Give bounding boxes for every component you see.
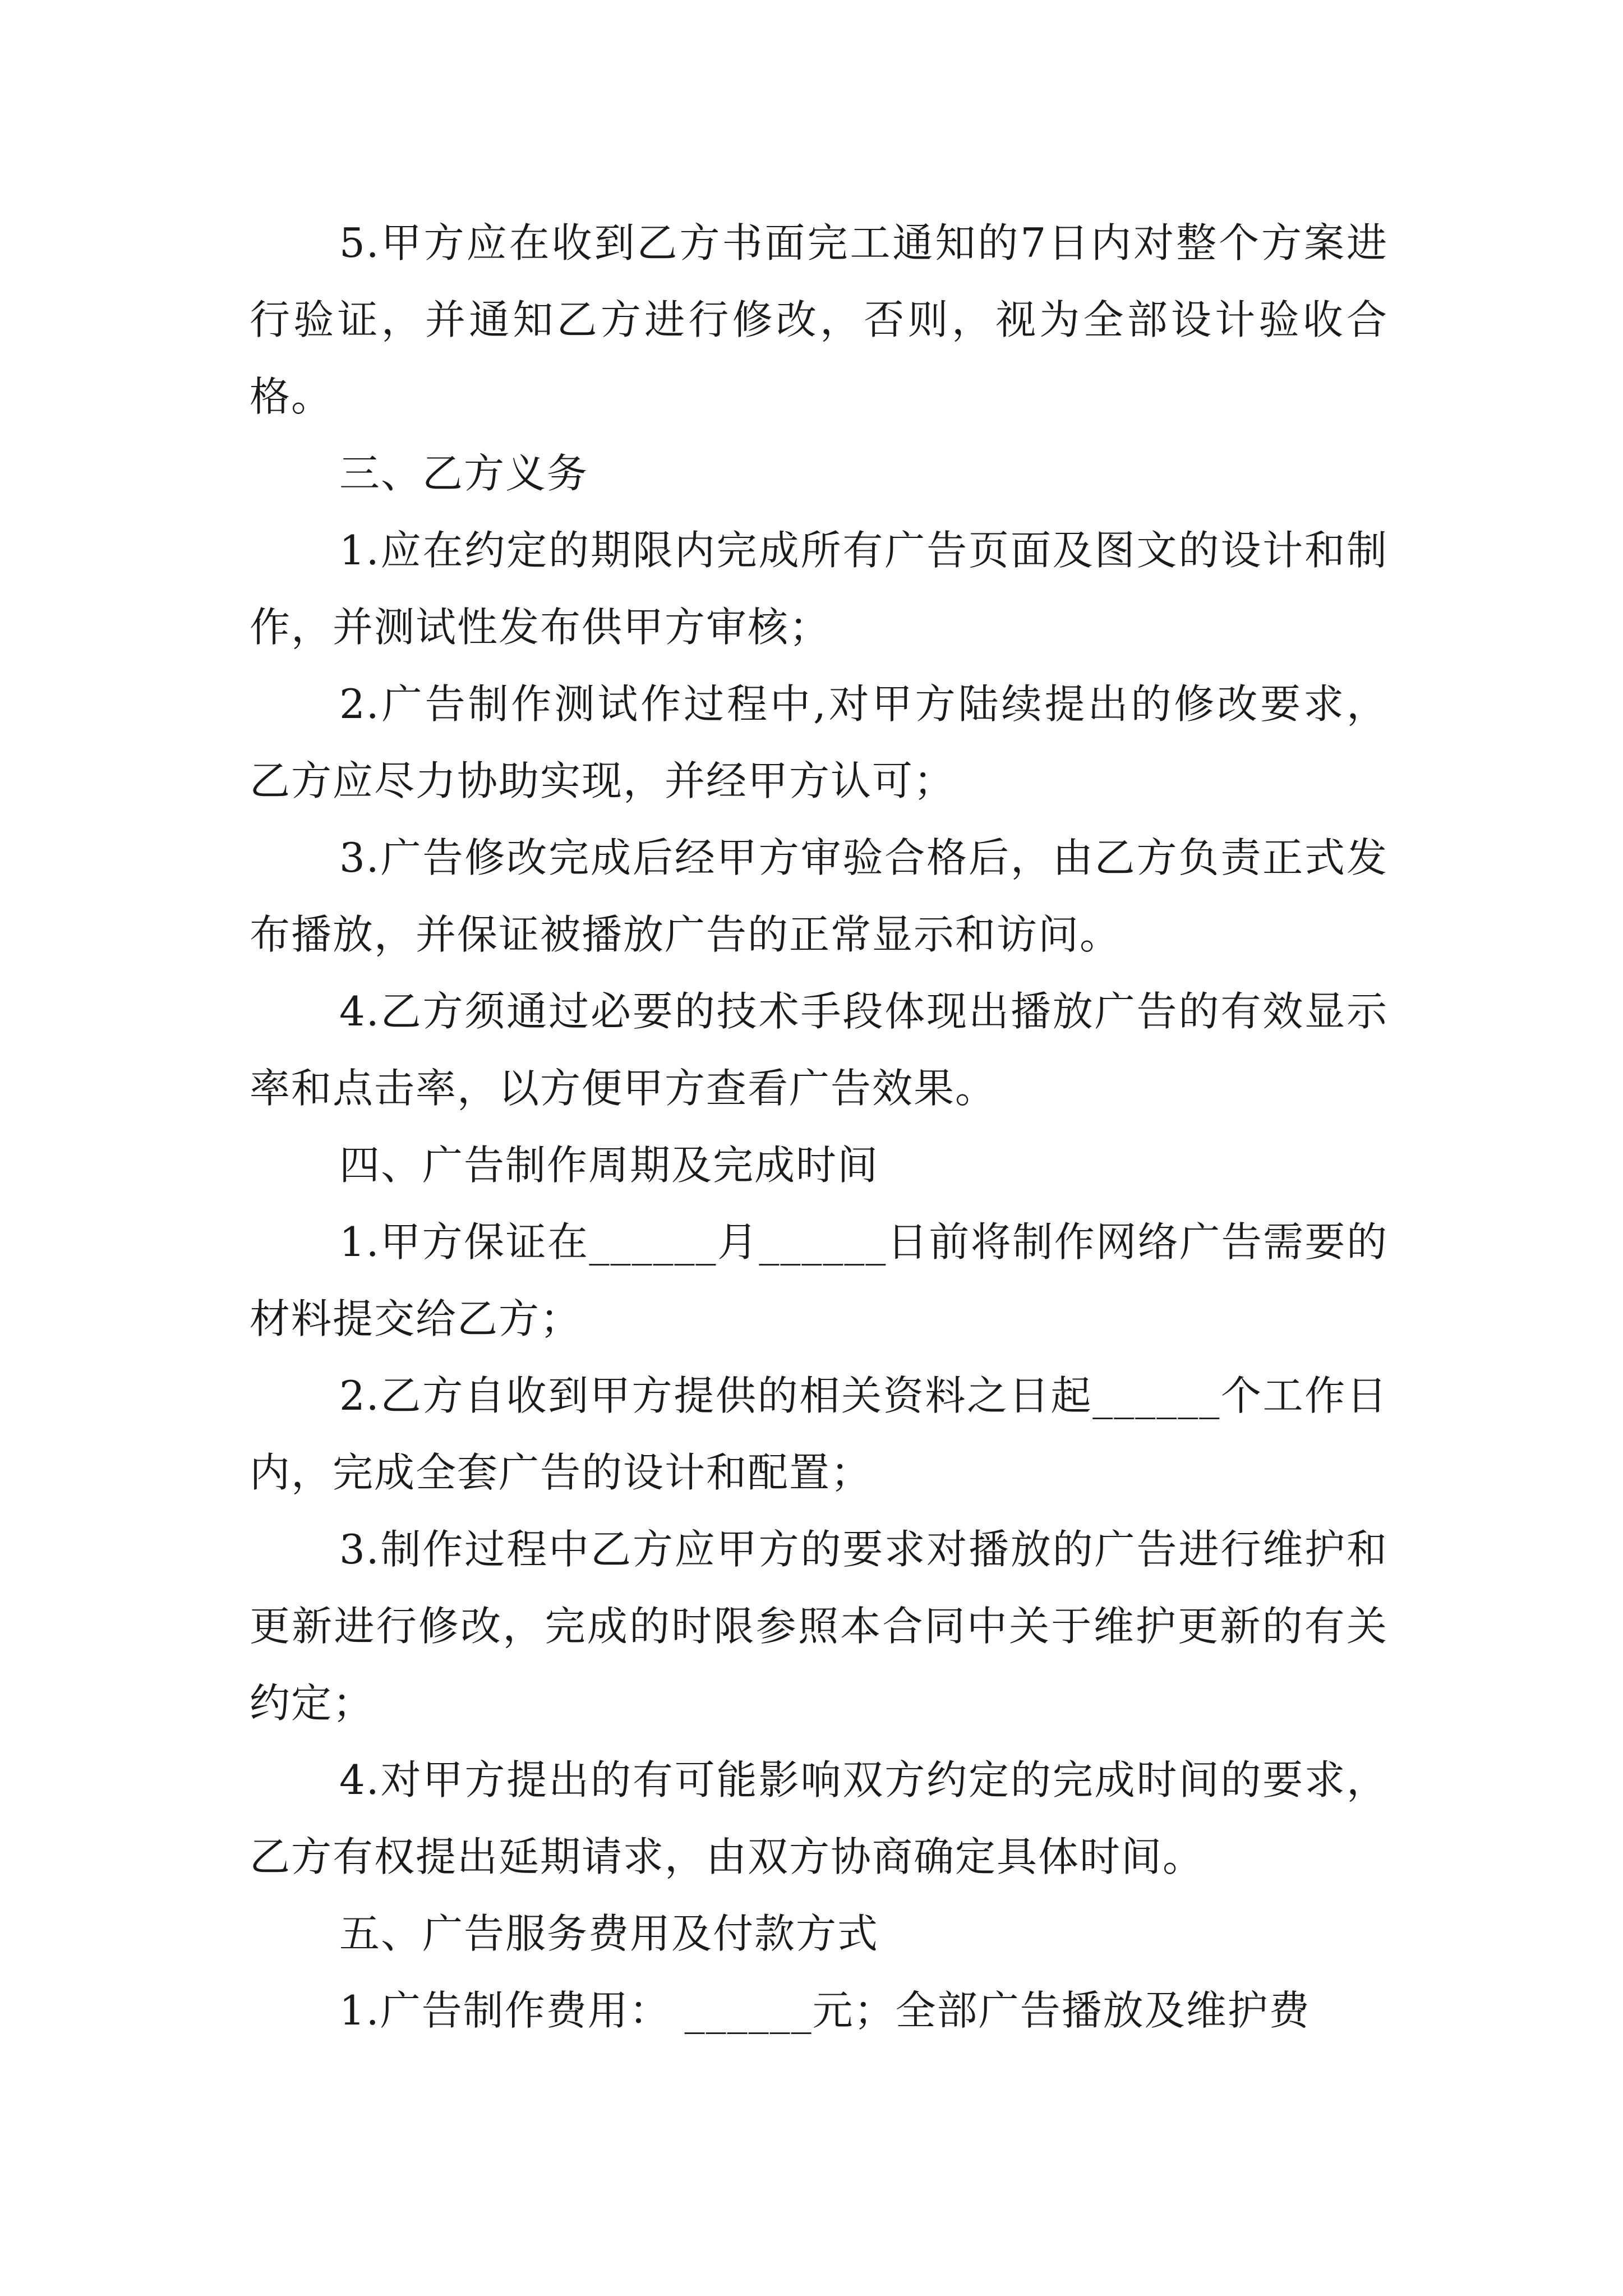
clause-1-production-fee: 1.广告制作费用： ______元；全部广告播放及维护费 <box>339 1987 1311 2034</box>
clause-2-modification-requests: 2.广告制作测试作过程中,对甲方陆续提出的修改要求，乙方应尽力协助实现，并经甲方认可； <box>250 680 1388 804</box>
section-heading-fees-payment: 五、广告服务费用及付款方式 <box>339 1910 879 1957</box>
clause-3-formal-release: 3.广告修改完成后经甲方审验合格后，由乙方负责正式发布播放，并保证被播放广告的正常显示和访问。 <box>250 834 1388 958</box>
section-heading-production-cycle: 四、广告制作周期及完成时间 <box>339 1142 879 1189</box>
document-body <box>250 205 1388 2049</box>
section-heading-party-b-obligations: 三、乙方义务 <box>339 450 589 497</box>
clause-3-maintenance-updates: 3.制作过程中乙方应甲方的要求对播放的广告进行维护和更新进行修改，完成的时限参照本合同中关于维护更新的有关约定； <box>250 1526 1388 1727</box>
clause-1-design-production: 1.应在约定的期限内完成所有广告页面及图文的设计和制作，并测试性发布供甲方审核； <box>250 527 1388 651</box>
clause-4-extension-request: 4.对甲方提出的有可能影响双方约定的完成时间的要求，乙方有权提出延期请求，由双方协商确定具体时间。 <box>250 1756 1388 1880</box>
clause-1-materials-deadline: 1.甲方保证在______月______日前将制作网络广告需要的材料提交给乙方； <box>250 1218 1388 1342</box>
clause-4-display-click-rate: 4.乙方须通过必要的技术手段体现出播放广告的有效显示率和点击率，以方便甲方查看广告效果。 <box>250 988 1388 1112</box>
clause-5-acceptance: 5.甲方应在收到乙方书面完工通知的7日内对整个方案进行验证，并通知乙方进行修改，否则，视为全部设计验收合格。 <box>250 219 1388 420</box>
clause-2-completion-workdays: 2.乙方自收到甲方提供的相关资料之日起______个工作日内，完成全套广告的设计和配置； <box>250 1372 1388 1496</box>
